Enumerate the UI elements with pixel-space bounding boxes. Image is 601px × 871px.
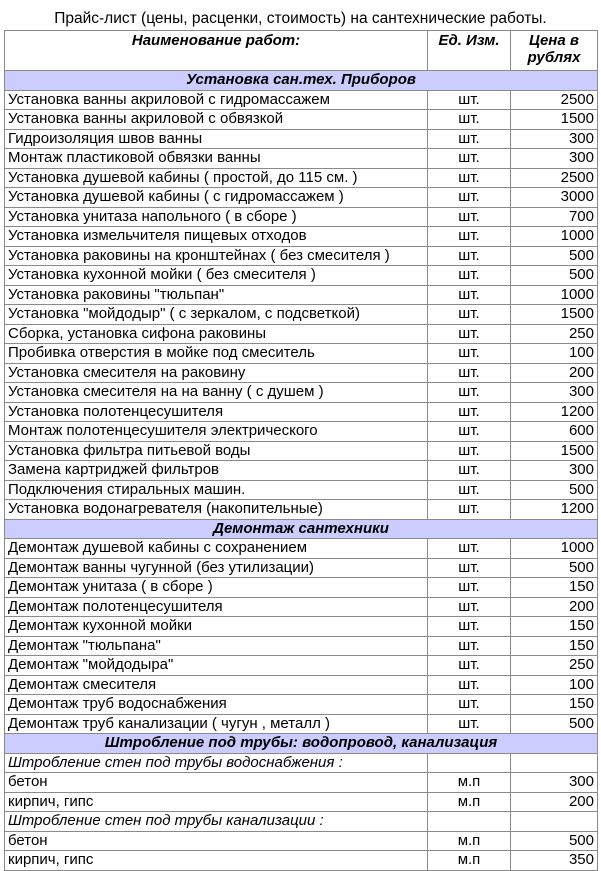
price-cell: 1500 [511,441,598,461]
table-row [5,441,598,461]
price-cell: 150 [511,617,598,637]
unit-cell: шт. [428,578,511,598]
unit-cell: шт. [428,539,511,559]
unit-cell: шт. [428,422,511,442]
name-cell: Гидроизоляция швов ванны [5,129,428,149]
name-cell: Демонтаж "тюльпана" [5,636,428,656]
header-name: Наименование работ: [5,31,428,71]
price-cell: 100 [511,675,598,695]
section-title: Штробление под трубы: водопровод, канализация [5,734,598,754]
section-header-row [5,519,598,539]
price-cell: 600 [511,422,598,442]
unit-cell: шт. [428,636,511,656]
price-cell: 700 [511,207,598,227]
price-cell: 350 [511,851,598,871]
unit-cell: шт. [428,714,511,734]
unit-cell: шт. [428,383,511,403]
price-cell: 2500 [511,168,598,188]
name-cell: Установка измельчителя пищевых отходов [5,227,428,247]
price-table [4,30,598,871]
name-cell: Демонтаж ванны чугунной (без утилизации) [5,558,428,578]
price-cell: 200 [511,792,598,812]
unit-cell: шт. [428,695,511,715]
table-row [5,500,598,520]
price-cell: 150 [511,578,598,598]
unit-cell: шт. [428,480,511,500]
table-row [5,656,598,676]
price-cell: 300 [511,773,598,793]
price-cell: 300 [511,461,598,481]
table-row [5,168,598,188]
name-cell: Демонтаж душевой кабины с сохранением [5,539,428,559]
name-cell: Установка ванны акриловой с обвязкой [5,110,428,130]
table-row [5,266,598,286]
price-cell: 200 [511,597,598,617]
unit-cell: шт. [428,90,511,110]
price-cell: 200 [511,363,598,383]
name-cell: Демонтаж "мойдодыра" [5,656,428,676]
name-cell: Установка смесителя на на ванну ( с душем ) [5,383,428,403]
section-title: Установка сан.тех. Приборов [5,71,598,91]
price-cell [511,812,598,832]
table-row [5,617,598,637]
price-cell: 1000 [511,285,598,305]
unit-cell: м.п [428,851,511,871]
price-cell: 1200 [511,500,598,520]
name-cell: бетон [5,831,428,851]
name-cell: Штробление стен под трубы водоснабжения : [5,753,428,773]
table-row [5,149,598,169]
unit-cell: шт. [428,129,511,149]
name-cell: Пробивка отверстия в мойке под смеситель [5,344,428,364]
unit-cell: шт. [428,266,511,286]
table-row [5,363,598,383]
unit-cell: шт. [428,305,511,325]
table-row [5,675,598,695]
unit-cell: шт. [428,461,511,481]
section-title: Демонтаж сантехники [5,519,598,539]
table-row [5,90,598,110]
unit-cell: шт. [428,285,511,305]
unit-cell: шт. [428,227,511,247]
name-cell: Демонтаж унитаза ( в сборе ) [5,578,428,598]
price-cell: 1200 [511,402,598,422]
name-cell: Монтаж полотенцесушителя электрического [5,422,428,442]
table-row [5,792,598,812]
table-row [5,422,598,442]
price-cell: 500 [511,246,598,266]
name-cell: Демонтаж труб водоснабжения [5,695,428,715]
name-cell: Штробление стен под трубы канализации : [5,812,428,832]
subsection-row [5,753,598,773]
name-cell: Установка раковины на кронштейнах ( без смесителя ) [5,246,428,266]
name-cell: Демонтаж кухонной мойки [5,617,428,637]
price-cell: 500 [511,480,598,500]
table-row [5,227,598,247]
table-row [5,402,598,422]
price-cell: 300 [511,149,598,169]
table-row [5,636,598,656]
table-row [5,324,598,344]
table-row [5,305,598,325]
name-cell: кирпич, гипс [5,792,428,812]
table-row [5,246,598,266]
price-cell: 150 [511,636,598,656]
unit-cell: шт. [428,324,511,344]
price-cell: 1500 [511,110,598,130]
name-cell: Установка кухонной мойки ( без смесителя ) [5,266,428,286]
price-cell: 2500 [511,90,598,110]
table-row [5,110,598,130]
table-row [5,129,598,149]
price-cell: 100 [511,344,598,364]
table-row [5,539,598,559]
name-cell: Демонтаж смесителя [5,675,428,695]
unit-cell: шт. [428,363,511,383]
section-header-row [5,71,598,91]
table-row [5,558,598,578]
table-row [5,831,598,851]
unit-cell: шт. [428,168,511,188]
unit-cell: шт. [428,558,511,578]
unit-cell: шт. [428,402,511,422]
name-cell: Установка душевой кабины ( простой, до 115 см. ) [5,168,428,188]
name-cell: Демонтаж труб канализации ( чугун , металл ) [5,714,428,734]
name-cell: Установка "мойдодыр" ( с зеркалом, с подсветкой) [5,305,428,325]
header-price: Цена в рублях [511,31,598,71]
price-cell: 300 [511,129,598,149]
price-cell: 500 [511,714,598,734]
unit-cell: шт. [428,188,511,208]
unit-cell: шт. [428,500,511,520]
table-row [5,344,598,364]
name-cell: Подключения стиральных машин. [5,480,428,500]
table-row [5,714,598,734]
unit-cell: шт. [428,656,511,676]
name-cell: бетон [5,773,428,793]
name-cell: Установка фильтра питьевой воды [5,441,428,461]
unit-cell [428,812,511,832]
name-cell: Монтаж пластиковой обвязки ванны [5,149,428,169]
table-row [5,578,598,598]
table-row [5,480,598,500]
unit-cell: шт. [428,441,511,461]
name-cell: Установка раковины "тюльпан" [5,285,428,305]
table-row [5,461,598,481]
name-cell: Демонтаж полотенцесушителя [5,597,428,617]
price-cell: 150 [511,695,598,715]
price-cell: 3000 [511,188,598,208]
section-header-row [5,734,598,754]
name-cell: Замена картриджей фильтров [5,461,428,481]
table-row [5,188,598,208]
header-unit: Ед. Изм. [428,31,511,71]
name-cell: Установка полотенцесушителя [5,402,428,422]
price-cell: 250 [511,656,598,676]
unit-cell: шт. [428,207,511,227]
name-cell: Установка водонагревателя (накопительные) [5,500,428,520]
unit-cell: шт. [428,344,511,364]
document-title: Прайс-лист (цены, расценки, стоимость) на сантехнические работы. [54,10,547,27]
table-row [5,851,598,871]
price-cell: 500 [511,266,598,286]
unit-cell: м.п [428,831,511,851]
price-cell: 250 [511,324,598,344]
name-cell: Сборка, установка сифона раковины [5,324,428,344]
unit-cell: шт. [428,675,511,695]
price-cell: 1500 [511,305,598,325]
unit-cell: шт. [428,597,511,617]
name-cell: кирпич, гипс [5,851,428,871]
subsection-row [5,812,598,832]
table-row [5,695,598,715]
price-cell: 1000 [511,227,598,247]
unit-cell: м.п [428,792,511,812]
table-row [5,285,598,305]
unit-cell: шт. [428,149,511,169]
table-row [5,597,598,617]
price-cell [511,753,598,773]
name-cell: Установка унитаза напольного ( в сборе ) [5,207,428,227]
unit-cell: м.п [428,773,511,793]
unit-cell: шт. [428,110,511,130]
unit-cell: шт. [428,246,511,266]
name-cell: Установка смесителя на раковину [5,363,428,383]
unit-cell [428,753,511,773]
table-row [5,207,598,227]
name-cell: Установка душевой кабины ( с гидромассажем ) [5,188,428,208]
table-row [5,773,598,793]
table-header-row [5,31,598,71]
price-cell: 500 [511,831,598,851]
price-cell: 500 [511,558,598,578]
table-row [5,383,598,403]
name-cell: Установка ванны акриловой с гидромассажем [5,90,428,110]
price-cell: 1000 [511,539,598,559]
price-cell: 300 [511,383,598,403]
unit-cell: шт. [428,617,511,637]
